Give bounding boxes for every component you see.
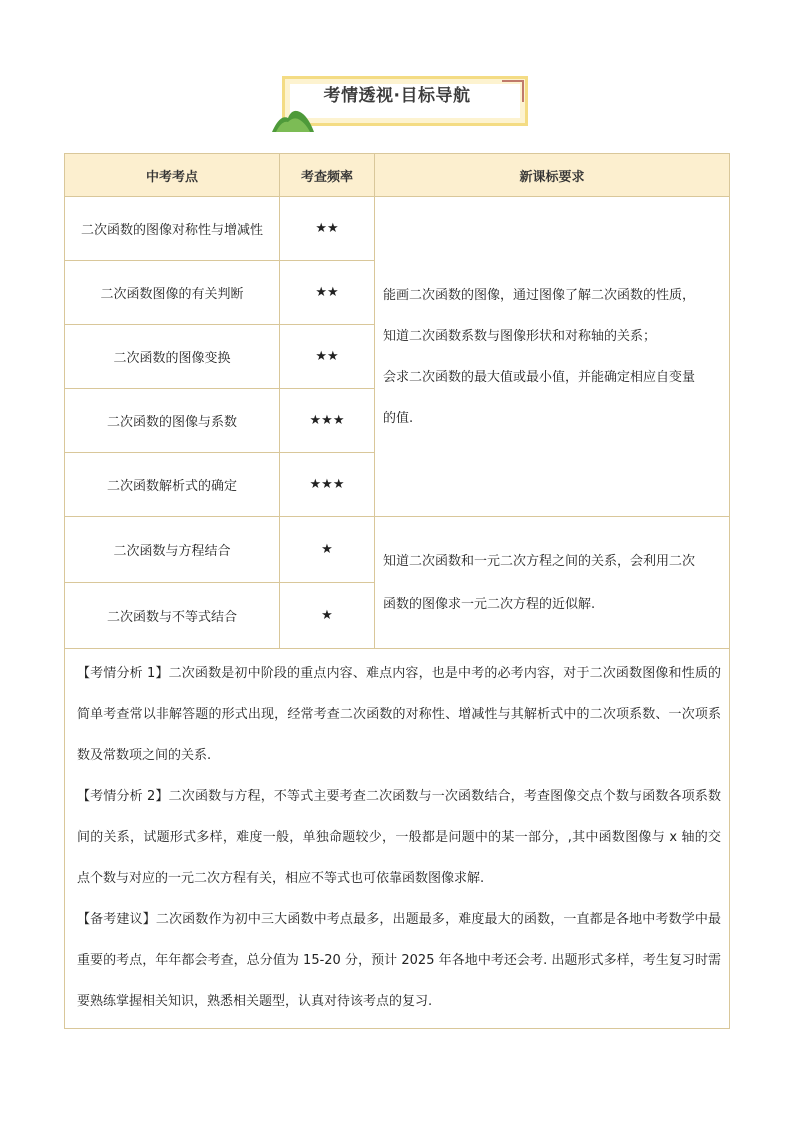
stars-cell: ★	[280, 517, 375, 583]
requirement-cell	[375, 517, 730, 649]
section-banner	[272, 72, 534, 134]
hills-icon	[272, 108, 316, 132]
topic-cell: 二次函数与不等式结合	[65, 583, 280, 649]
stars-cell: ★★	[280, 325, 375, 389]
requirement-line: 会求二次函数的最大值或最小值，并能确定相应自变量	[383, 369, 696, 385]
analysis-cell	[65, 649, 730, 1029]
topic-cell: 二次函数的图像对称性与增减性	[65, 197, 280, 261]
header-topic: 中考考点	[65, 154, 280, 197]
requirement-cell	[375, 197, 730, 517]
stars-cell: ★★	[280, 261, 375, 325]
table-row	[65, 517, 730, 583]
header-frequency: 考查频率	[280, 154, 375, 197]
topic-cell: 二次函数图像的有关判断	[65, 261, 280, 325]
topic-cell: 二次函数的图像与系数	[65, 389, 280, 453]
requirement-line: 函数的图像求一元二次方程的近似解.	[383, 596, 596, 612]
stars-cell: ★★★	[280, 389, 375, 453]
table-header-row	[65, 154, 730, 197]
requirement-line: 能画二次函数的图像，通过图像了解二次函数的性质，	[383, 287, 696, 303]
analysis-paragraph-2: 【考情分析 2】二次函数与方程，不等式主要考查二次函数与一次函数结合，考查图像交点个数与函数各项系数间的关系，试题形式多样，难度一般，单独命题较少，一般都是问题中的某一部分，,其中函数图像与 x 轴的交点个数与对应的一元二次方程有关，相应不等式也可依靠函数图像求解.	[77, 789, 721, 886]
topic-cell: 二次函数的图像变换	[65, 325, 280, 389]
stars-cell: ★★★	[280, 453, 375, 517]
topic-cell: 二次函数与方程结合	[65, 517, 280, 583]
stars-cell: ★★	[280, 197, 375, 261]
header-requirement: 新课标要求	[375, 154, 730, 197]
stars-cell: ★	[280, 583, 375, 649]
exam-table	[64, 153, 730, 1029]
requirement-line: 的值.	[383, 410, 414, 426]
requirement-line: 知道二次函数系数与图像形状和对称轴的关系；	[383, 328, 657, 344]
table-row	[65, 197, 730, 261]
banner-title: 考情透视·目标导航	[323, 86, 471, 106]
analysis-paragraph-1: 【考情分析 1】二次函数是初中阶段的重点内容、难点内容，也是中考的必考内容，对于二次函数图像和性质的简单考查常以非解答题的形式出现，经常考查二次函数的对称性、增减性与其解析式中的二次项系数、一次项系数及常数项之间的关系.	[77, 666, 721, 763]
requirement-line: 知道二次函数和一元二次方程之间的关系，会利用二次	[383, 553, 696, 569]
advice-paragraph: 【备考建议】二次函数作为初中三大函数中考点最多，出题最多，难度最大的函数，一直都是各地中考数学中最重要的考点，年年都会考查，总分值为 15-20 分，预计 2025 年各地中考还会考. 出题形式多样，考生复习时需要熟练掌握相关知识，熟悉相关题型，认真对待该考点的复习.	[77, 912, 721, 1009]
flag-icon	[522, 80, 524, 102]
analysis-row	[65, 649, 730, 1029]
topic-cell: 二次函数解析式的确定	[65, 453, 280, 517]
